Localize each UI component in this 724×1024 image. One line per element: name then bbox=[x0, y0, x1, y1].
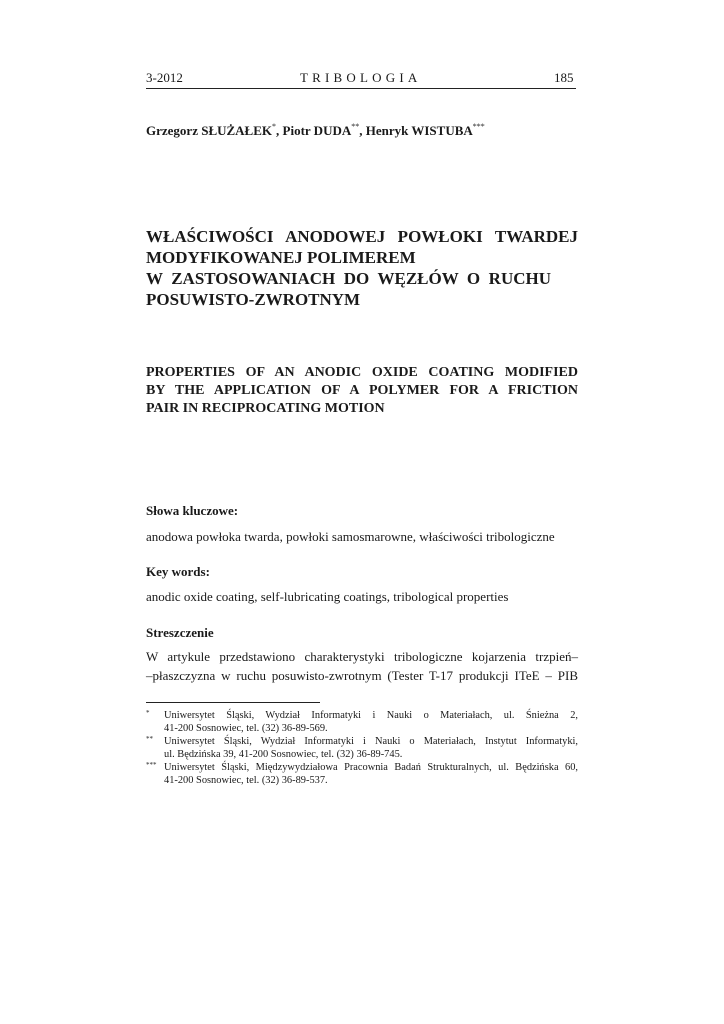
title-line: PAIR IN RECIPROCATING MOTION bbox=[146, 401, 385, 416]
title-line: POSUWISTO-ZWROTNYM bbox=[146, 290, 361, 309]
keywords-en-heading: Key words: bbox=[146, 564, 210, 579]
page-number: 185 bbox=[554, 70, 574, 85]
keywords-pl-heading: Słowa kluczowe: bbox=[146, 503, 239, 518]
footnote-line: ul. Będzińska 39, 41-200 Sosnowiec, tel. (32) 36-89-745. bbox=[164, 749, 403, 760]
abstract-line: W artykule przedstawiono charakterystyki tribologiczne kojarzenia trzpień– bbox=[146, 649, 578, 664]
title-line: BY THE APPLICATION OF A POLYMER FOR A FRICTION bbox=[146, 383, 578, 398]
author-mark: ** bbox=[351, 122, 360, 131]
author-line: Grzegorz SŁUŻAŁEK*, Piotr DUDA**, Henryk WISTUBA*** bbox=[146, 122, 485, 138]
keywords-pl-text: anodowa powłoka twarda, powłoki samosmarowne, właściwości tribologiczne bbox=[146, 529, 555, 544]
author-name: Henryk WISTUBA bbox=[365, 123, 473, 138]
issue-number: 3-2012 bbox=[146, 70, 183, 85]
journal-name: TRIBOLOGIA bbox=[300, 70, 422, 85]
title-line: PROPERTIES OF AN ANODIC OXIDE COATING MODIFIED bbox=[146, 365, 578, 380]
footnote-3 bbox=[146, 761, 578, 787]
title-line: WŁAŚCIWOŚCI ANODOWEJ POWŁOKI TWARDEJ bbox=[146, 227, 578, 246]
title-line: W ZASTOSOWANIACH DO WĘZŁÓW O RUCHU bbox=[146, 269, 551, 288]
abstract-body bbox=[146, 647, 578, 685]
title-polish bbox=[146, 226, 578, 310]
abstract-heading: Streszczenie bbox=[146, 625, 214, 640]
title-line: MODYFIKOWANEJ POLIMEREM bbox=[146, 248, 416, 267]
footnote-line: Uniwersytet Śląski, Wydział Informatyki i Nauki o Materiałach, Instytut Informatyki, bbox=[164, 736, 578, 747]
header-rule bbox=[146, 88, 576, 89]
footnote-line: 41-200 Sosnowiec, tel. (32) 36-89-569. bbox=[164, 723, 328, 734]
author-mark: *** bbox=[472, 122, 485, 131]
author-name: Piotr DUDA bbox=[282, 123, 352, 138]
footnote-1 bbox=[146, 709, 578, 735]
footnote-mark: *** bbox=[146, 761, 157, 769]
footnote-line: Uniwersytet Śląski, Wydział Informatyki i Nauki o Materiałach, ul. Śnieżna 2, bbox=[164, 710, 578, 721]
footnote-line: 41-200 Sosnowiec, tel. (32) 36-89-537. bbox=[164, 775, 328, 786]
footnote-2 bbox=[146, 735, 578, 761]
title-english bbox=[146, 364, 578, 418]
footnote-mark: * bbox=[146, 709, 150, 717]
author-name: Grzegorz SŁUŻAŁEK bbox=[146, 123, 273, 138]
keywords-en-text: anodic oxide coating, self-lubricating coatings, tribological properties bbox=[146, 589, 509, 604]
footnote-line: Uniwersytet Śląski, Międzywydziałowa Pracownia Badań Strukturalnych, ul. Będzińska 60, bbox=[164, 762, 578, 773]
footnote-rule bbox=[146, 702, 320, 703]
abstract-line: –płaszczyzna w ruchu posuwisto-zwrotnym (Tester T-17 produkcji ITeE – PIB bbox=[146, 668, 578, 683]
footnote-mark: ** bbox=[146, 735, 153, 743]
author-mark: * bbox=[272, 122, 277, 131]
